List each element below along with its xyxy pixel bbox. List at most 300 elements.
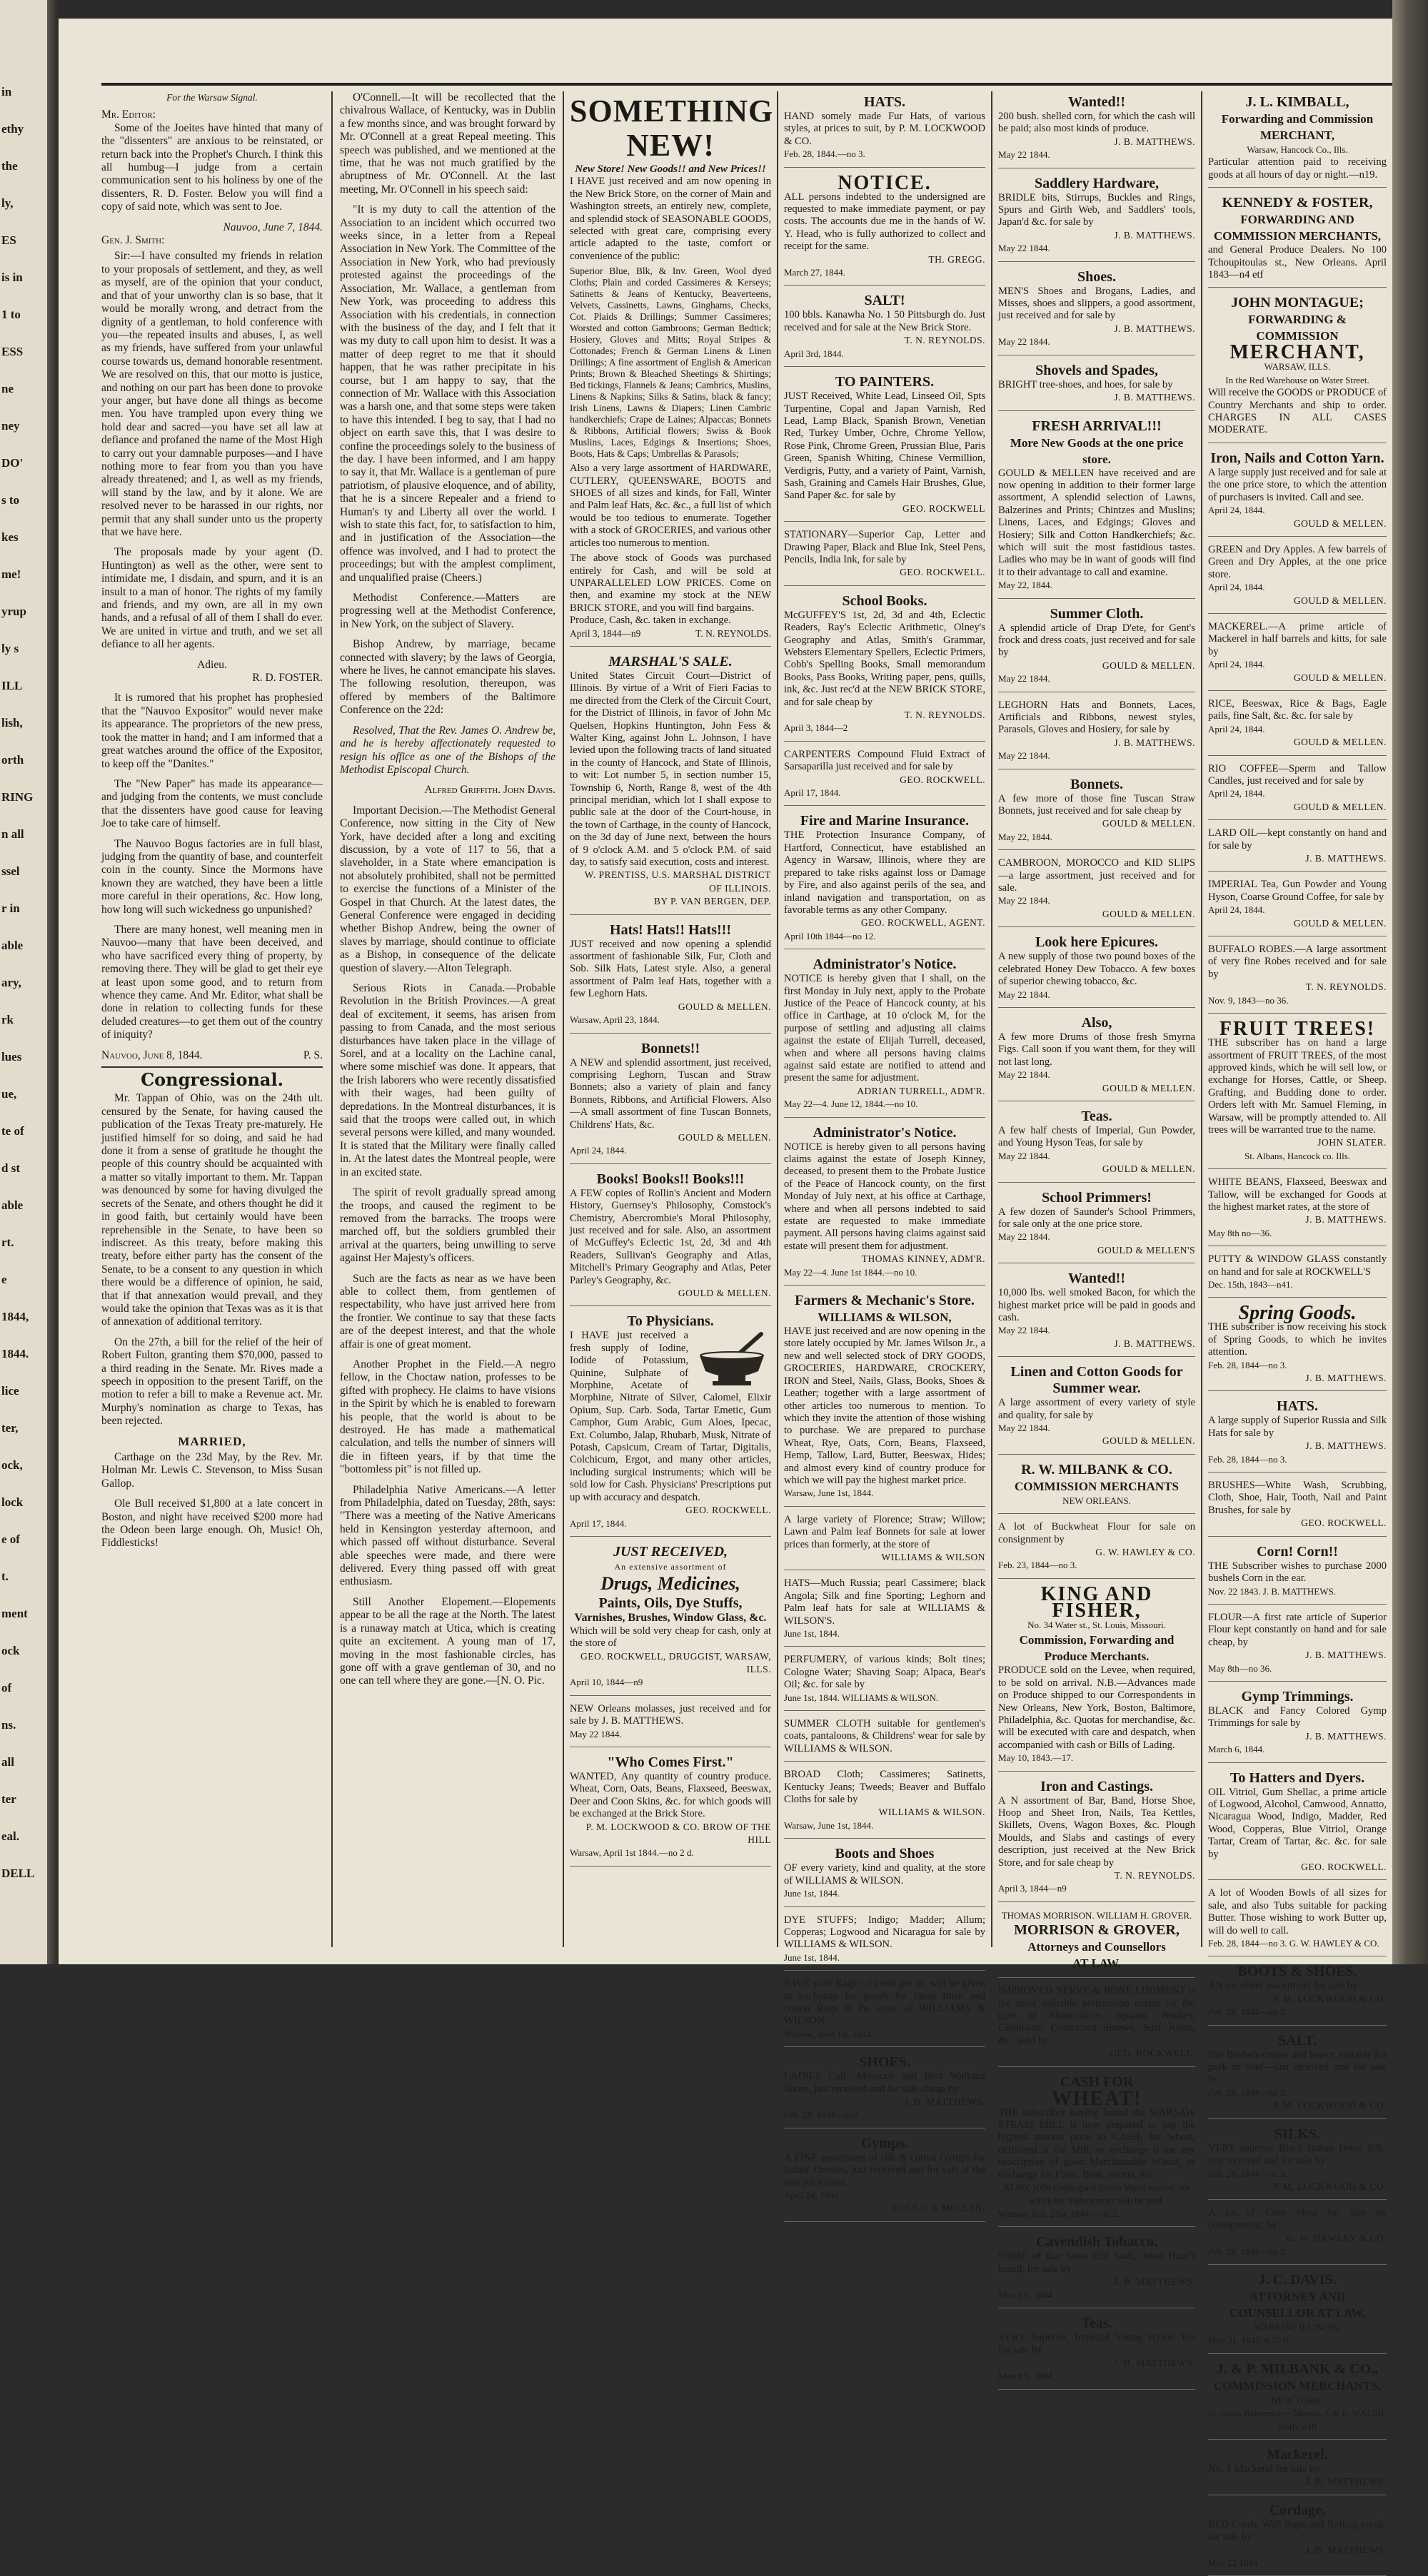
- ad-date: May 22 1844.: [570, 1728, 622, 1739]
- ad-subheading: Commission, Forwarding and Produce Merchants.: [1019, 1633, 1175, 1664]
- ad-date: Feb. 28, 1844—no 3.: [1208, 2006, 1287, 2018]
- ad-date: April 10, 1844—n9: [570, 1677, 643, 1688]
- advertisement-tea: [1208, 876, 1387, 936]
- ad-signature: J. B. MATTHEWS.: [1114, 2357, 1195, 2368]
- ad-date: Warsaw, June 1st, 1844.: [784, 1487, 874, 1499]
- margin-fragment: ly,: [1, 196, 14, 210]
- ad-body: AN excellent assortment for sale by: [1208, 1980, 1358, 1992]
- advertisement-buck: [998, 1518, 1195, 1579]
- ad-body: ALL persons indebted to the undersigned are requested to make immediate payment, or pay costs. The accounts due me in the hands of W. Y. Head, who is fully authorized to collect and receipt for the same.: [784, 191, 985, 253]
- resolution: Resolved, That the Rev. James O. Andrew be, and he is hereby affectionately requested to resign his office as one of the Bishops of the Methodist Episcopal Church.: [340, 724, 555, 776]
- ad-signature: GOULD & MELLEN.: [1102, 1163, 1195, 1175]
- advertisement-jr: [1208, 2358, 1387, 2440]
- ad-heading: MORRISON & GROVER,: [1014, 1922, 1180, 1939]
- ad-body: A large supply of Superior Russia and Silk Hats for sale by: [1208, 1415, 1387, 1439]
- margin-fragment: DO': [1, 456, 24, 470]
- top-rule: [101, 83, 1401, 86]
- ad-subheading: WHEAT!: [1051, 2087, 1142, 2110]
- ad-heading: To Physicians.: [627, 1313, 714, 1330]
- ad-heading: Linen and Cotton Goods for Summer wear.: [1010, 1364, 1183, 1397]
- ad-body: GOULD & MELLEN have received and are now opening in addition to their former large assortment, A splendid selection of Lawns, Balzerines and Prints; Chintzes and Muslins; Linens, Laces, and Edgings; Gloves and Hosiery; Silk and Cotton Handkerchiefs; &c. which will suit the most fastidious tastes. Ladies who may be in want of goods will find it to their advantage to call and examine.: [998, 467, 1195, 578]
- ad-signature: J. B. MATTHEWS.: [1305, 1650, 1387, 1661]
- advertisement-mack2: [1208, 2444, 1387, 2495]
- advertisement-boots: [784, 1843, 985, 1906]
- ad-signature: GEO. ROCKWELL.: [1301, 1517, 1387, 1529]
- ad-date: April 24, 1844.: [1208, 505, 1265, 516]
- ad-body: LARD OIL—kept constantly on hand and for sale by: [1208, 827, 1387, 852]
- ad-date: Feb. 28, 1844—no 3. G. W. HAWLEY & CO.: [1208, 1938, 1379, 1949]
- ad-heading: School Primmers!: [1042, 1189, 1152, 1206]
- ad-signature: J. B. MATTHEWS.: [1114, 1338, 1195, 1349]
- ad-date: May 22—4. June 1st 1844.—no 10.: [784, 1266, 917, 1278]
- ad-body: 10,000 lbs. well smoked Bacon, for which the highest market price will be paid in goods and cash.: [998, 1287, 1195, 1323]
- ad-body: SOME of that same Old Staff, Jesse Hunt's brand, for sale by: [998, 2251, 1195, 2275]
- ad-date: Warsaw, April 1st 1844.—no 2 d.: [570, 1847, 694, 1859]
- ad-heading: J. L. KIMBALL,: [1245, 94, 1349, 110]
- advertisement-fruit: [1208, 1018, 1387, 1169]
- ad-heading: Summer Cloth.: [1050, 605, 1144, 622]
- ad-body: United States Circuit Court—District of Illinois. By virtue of a Writ of Fieri Facias to me directed from the Clerk of the Circuit Court, for the District of Illinois, in favor of John Mc Quelsen, Hopkins Huntington, John Fess & Walter King, against John L. Johnson, I have levied upon the following tracts of land situated in the county of Hancock, and State of Illinois, to wit: Lot number 5, in section number 15, Township 6, North, Range 8, west of the 4th principal meridian, which lot I shall expose to public sale at the door of the Court-house, in the town of Carthage, in the county of Hancock, on the 3d day of June next, between the hours of 9 o'clock A.M. and 5 o'clock P.M. of said day, to satisfy said execution, costs and interest.: [570, 670, 771, 869]
- ad-address: WARSAW, ILLS.: [1264, 361, 1331, 373]
- ad-signature: WILLIAMS & WILSON.: [878, 1807, 985, 1818]
- ad-heading: Administrator's Notice.: [813, 1124, 957, 1141]
- advertisement-who-comes-first: [570, 1752, 771, 1867]
- margin-fragment: in: [1, 85, 12, 99]
- ad-date: April 24, 1844.: [784, 2190, 841, 2201]
- ad-signature: P. M. LOCKWOOD & CO.: [1272, 1993, 1387, 2004]
- ad-body: DYE STUFFS; Indigo; Madder; Allum; Copperas; Logwood and Nicaragua for sale by WILLIAMS & WILSON.: [784, 1914, 985, 1951]
- ad-heading: SILKS.: [1274, 2126, 1320, 2142]
- ad-date: Feb. 28, 1844.—no 3.: [784, 148, 865, 160]
- ad-signature: J. B. MATTHEWS.: [1114, 392, 1195, 403]
- ad-subheading: COMMISSION MERCHANTS,: [1213, 2378, 1382, 2393]
- margin-fragment: ment: [1, 1607, 28, 1620]
- ad-body: I HAVE just received and am now opening in the New Brick Store, on the corner of Main and Washington streets, an entirely new, complete, and splendid stock of SEASONABLE GOODS, selected with great care, comprising every article adapted to the taste, comfort or convenience of the public:: [570, 176, 771, 262]
- ad-body: PRODUCE sold on the Levee, when required, to be sold on arrival. N.B.—Advances made on Produce shipped to our Correspondents in New Orleans, New York, Boston, Baltimore, Philadelphia, &c. Quotas for merchandise, &c. will be executed with care and despatch, when accompanied with cash or Bills of Lading.: [998, 1665, 1195, 1751]
- margin-fragment: ock,: [1, 1458, 23, 1472]
- margin-fragment: DELL: [1, 1867, 35, 1880]
- article-paragraph: Bishop Andrew, by marriage, became connected with slavery; by the laws of Georgia, where he lives, he cannot emancipate his slaves. The following resolution, thereupon, was offered by members of the Baltimore Conference on the 22d:: [340, 638, 555, 717]
- advertisement-camb: [998, 854, 1195, 927]
- ad-signature: GEO. ROCKWELL, AGENT.: [860, 917, 985, 929]
- advertisement-jm: [1208, 292, 1387, 443]
- advertisement-sumcloth: [784, 1715, 985, 1762]
- advertisement-fire: [784, 810, 985, 949]
- ad-body: IMPERIAL Tea, Gun Powder and Young Hyson, Coarse Ground Coffee, for sale by: [1208, 879, 1387, 903]
- advertisement-nerve: [998, 1982, 1195, 2066]
- margin-fragment: able: [1, 939, 24, 952]
- ad-signature: J. B. MATTHEWS.: [1305, 1730, 1387, 1742]
- ad-body: PUTTY & WINDOW GLASS constantly on hand and for sale at ROCKWELL'S: [1208, 1253, 1387, 1278]
- column-divider: [331, 91, 333, 1947]
- article-paragraph: It is rumored that his prophet has prophesied that the "Nauvoo Expositor" would never make its appearance. The proprietors of the new press, took the matter in hand; and I am informed that a great watches around the office of the Expositor, to keep off the "Danites.": [101, 692, 323, 770]
- margin-fragment: orth: [1, 753, 24, 767]
- ad-heading: SALT.: [1278, 2032, 1317, 2049]
- ad-heading: J. C. DAVIS.: [1258, 2271, 1337, 2288]
- margin-fragment: is in: [1, 271, 23, 284]
- margin-fragment: the: [1, 159, 18, 173]
- ad-subheading: FORWARDING & COMMISSION: [1248, 313, 1347, 343]
- ad-heading: HATS.: [1277, 1398, 1318, 1415]
- ad-heading: MARSHAL'S SALE.: [608, 653, 733, 670]
- ad-heading: Corn! Corn!!: [1257, 1543, 1338, 1560]
- advertisement-molasses: [570, 1700, 771, 1747]
- advertisement-mg: [998, 1906, 1195, 1978]
- section-heading-married: MARRIED,: [178, 1434, 246, 1448]
- margin-fragment: 1844,: [1, 1310, 29, 1323]
- ad-date: Feb. 28, 1844—no 3.: [1208, 1359, 1287, 1370]
- margin-fragment: yrup: [1, 605, 26, 618]
- book-spine: [1392, 0, 1428, 1964]
- ad-date: April 24, 1844.: [1208, 788, 1265, 799]
- ad-body: A few more of those fine Tuscan Straw Bonnets, just received and for sale cheap by: [998, 792, 1195, 817]
- ad-subheading: An extensive assortment of: [614, 1561, 727, 1572]
- ad-body: and General Produce Dealers. No 100 Tchoupitoulas st., New Orleans. April 1843—n4 etf: [1208, 244, 1387, 281]
- ad-subheading: Forwarding and Commission MERCHANT,: [1221, 112, 1374, 142]
- ad-heading: JOHN MONTAGUE;: [1231, 295, 1364, 311]
- ad-date: Feb. 28, 1844—no 3.: [1208, 2086, 1287, 2098]
- ad-signature: J. B. MATTHEWS.: [1305, 1214, 1387, 1226]
- ad-date: May 22 1844.: [998, 1069, 1050, 1081]
- ad-signature: GOULD & MELLEN.: [1102, 818, 1195, 829]
- advertisement-shoes: [998, 266, 1195, 355]
- ad-subheading: MERCHANT,: [1230, 341, 1365, 364]
- margin-fragment: d st: [1, 1161, 20, 1175]
- advertisement-shov: [998, 360, 1195, 411]
- ad-body: CARPENTERS Compound Fluid Extract of Sarsaparilla just received and for sale by: [784, 748, 985, 773]
- margin-fragment: ne: [1, 382, 14, 395]
- addressee: Gen. J. Smith:: [101, 234, 165, 247]
- ad-heading: BOOTS & SHOES.: [1237, 1964, 1357, 1980]
- column-2: [340, 91, 555, 1947]
- ad-heading: KING AND FISHER,: [1040, 1582, 1153, 1622]
- ad-heading: Wanted!!: [1068, 94, 1125, 110]
- ad-body: JUST Received, White Lead, Linseed Oil, Spts Turpentine, Copal and Japan Varnish, Red Lead, Lamp Black, Spanish Brown, Venetian Red, Turkey Umber, Ochre, Chrome Yellow, Rose Pink, Chrome Green, Prussian Blue, Paris Green, Spanish Whiting, Chinese Vermillion, Verdigris, Putty, and a variety of Paint, Varnish, Sash, Graining and Camels Hair Brushes, Glue, Sand Paper &c. for sale by: [784, 390, 985, 502]
- advertisement-cloth: [998, 603, 1195, 692]
- ad-body: SAVE your Rags—3 cents per lb. will be given in exchange for goods for clean linen and cotton Rags at the store of WILLIAMS & WILSON.: [784, 1978, 985, 2027]
- advertisement-tea: [998, 1106, 1195, 1183]
- advertisement-epic: [998, 931, 1195, 1008]
- ad-subheading: More New Goods at the one price store.: [1010, 435, 1184, 466]
- ad-date: Warsaw, April 23, 1844.: [570, 1014, 660, 1026]
- ad-date: March 6, 1844.: [1208, 1744, 1265, 1755]
- ad-subheading: COMMISSION MERCHANTS: [1015, 1479, 1179, 1493]
- margin-fragment: e of: [1, 1532, 20, 1546]
- newspaper-page: [59, 19, 1392, 2568]
- ad-body: VERY superior Black Italian Dress Silk, just received and for sale by: [1208, 2142, 1387, 2167]
- ad-body: BROAD Cloth; Cassimeres; Satinetts, Kentucky Jeans; Tweeds; Beaver and Buffalo Cloths for sale by: [784, 1769, 985, 1806]
- ad-body: 200 bush. shelled corn, for which the cash will be paid; also most kinds of produce.: [998, 111, 1195, 135]
- ad-signature: J. B. MATTHEWS.: [1305, 1440, 1387, 1452]
- advertisement-linen: [998, 1361, 1195, 1455]
- ad-date: March 27, 1844.: [784, 267, 845, 278]
- ad-display-line: Varnishes, Brushes, Window Glass, &c.: [574, 1612, 767, 1625]
- ad-body: A large assortment of every variety of style and quality, for sale by: [998, 1397, 1195, 1421]
- ad-signature: GOULD & MELLEN.: [1102, 908, 1195, 919]
- margin-fragment: ESS: [1, 345, 24, 358]
- signature: R. D. FOSTER.: [252, 672, 323, 685]
- ad-body: BED Cords, Well Rope and Rafting cords, for sale by: [1208, 2518, 1387, 2543]
- ad-date: May 22 1844.: [998, 750, 1050, 762]
- ad-heading: Also,: [1081, 1014, 1112, 1031]
- ad-address: WARSAW, ILLINOIS.: [1254, 2321, 1341, 2333]
- margin-fragment: all: [1, 1755, 14, 1769]
- ad-body: BRIGHT tree-shoes, and hoes, for sale by: [998, 378, 1173, 390]
- advertisement-wanted: [998, 91, 1195, 168]
- ad-body: BUFFALO ROBES.—A large assortment of very fine Robes received and for sale by: [1208, 944, 1387, 980]
- advertisement-bon: [998, 774, 1195, 851]
- margin-fragment: 1 to: [1, 308, 21, 321]
- advertisement-rags: [784, 1975, 985, 2047]
- ad-body: PERFUMERY, of various kinds; Bolt tines; Cologne Water; Shaving Soap; Alpaca, Bear's Oil; &c. for sale by: [784, 1654, 985, 1691]
- ad-date: Warsaw, Feb. 21st, 1844.—no 2.: [998, 2208, 1120, 2219]
- article-paragraph: Serious Riots in Canada.—Probable Revolution in the British Provinces.—A great deal of excitement, it seems, has arisen from passing to from Canada, and the most serious disturbances have taken place in the village of Sorel, and at a locality on the Lachine canal, where some mischief was done. It appears, that the Irish laborers who were recently dissatisfied with their wages, had been guilty of depredations. In the Montreal disturbances, it is said that the troops were called out, in which several persons were killed, and many wounded. It is stated that the Military were finally called in. At the latest dates the Montreal people, were in an excited state.: [340, 982, 555, 1178]
- ad-signature: W. PRENTISS, U.S. MARSHAL DISTRICT OF ILLINOIS.: [584, 869, 771, 894]
- advertisement-hats: [570, 919, 771, 1034]
- ad-heading: Bonnets!!: [640, 1040, 700, 1056]
- adjacent-page-strip: [0, 0, 47, 1964]
- ad-heading: Gymps.: [860, 2135, 909, 2151]
- advertisement-beans: [1208, 1173, 1387, 1246]
- ad-heading: Teas.: [1081, 2315, 1112, 2331]
- ad-signature: JOHN SLATER.: [1317, 1137, 1387, 1148]
- advertisement-fresh: [998, 415, 1195, 599]
- ad-body: A few half chests of Imperial, Gun Powder, and Young Hyson Teas, for sale by: [998, 1124, 1195, 1149]
- ad-signature: GOULD & MELLEN.: [1293, 517, 1387, 529]
- ad-date: May 22, 1844.: [998, 831, 1052, 842]
- ad-display-line: Drugs, Medicines,: [600, 1573, 740, 1595]
- advertisement-admin2: [784, 1122, 985, 1286]
- advertisement-flour: [1208, 1609, 1387, 1682]
- ad-heading: NOTICE.: [838, 171, 932, 194]
- letter-header: For the Warsaw Signal.: [166, 92, 258, 103]
- advertisement-rw: [998, 1459, 1195, 1514]
- margin-fragment: kes: [1, 530, 19, 544]
- advertisement-green: [1208, 541, 1387, 614]
- ad-body: Particular attention paid to receiving goods at all hours of day or night.—n19.: [1208, 156, 1387, 181]
- ad-date: March 6, 1844.: [998, 2370, 1055, 2382]
- ad-address: ALSO, 1000 Cords good Steam Wood wanted, for which the highest price will be paid.: [1003, 2182, 1190, 2206]
- advertisement-shoes: [784, 2051, 985, 2128]
- margin-fragment: lish,: [1, 716, 23, 729]
- ad-date: May 10, 1843.—17.: [998, 1752, 1074, 1764]
- margin-fragment: lock: [1, 1495, 24, 1509]
- ad-signature: J. B. MATTHEWS.: [1114, 229, 1195, 241]
- ad-signature: P. M. LOCKWOOD & CO.: [1272, 2100, 1387, 2111]
- ad-body: A splendid article of Drap D'ete, for Gent's frock and dress coats, just received and for sale by: [998, 622, 1195, 659]
- ad-signature: GOULD & MELLEN.: [1102, 1435, 1195, 1447]
- ad-body: Also a very large assortment of HARDWARE, CUTLERY, QUEENSWARE, BOOTS and SHOES of all sizes and kinds, for Fall, Winter and Palm leaf Hats, &c. &c., a full list of which would be too tedious to enumerate. Together with a stock of GROCERIES, and various other articles too numerous to mention.: [570, 463, 771, 549]
- advertisement-iron: [1208, 448, 1387, 537]
- ad-body: A NEW and splendid assortment, just received, comprising Leghorn, Tuscan and Straw Bonnets; also a variety of plain and fancy Bonnets, Ribbons, and Artificial Flowers. Also—A small assortment of fine Tuscan Bonnets, Childrens' Hats, &c.: [570, 1056, 771, 1131]
- ad-heading: Administrator's Notice.: [813, 956, 957, 973]
- ad-heading: "Who Comes First.": [607, 1754, 734, 1770]
- ad-date: Feb. 28, 1844—no 3.: [1208, 2246, 1287, 2257]
- ad-date: June 1st, 1844.: [784, 1951, 840, 1963]
- advertisement-spring: [1208, 1302, 1387, 1391]
- ad-date: May 22 1844.: [998, 243, 1050, 254]
- advertisement-leg: [998, 697, 1195, 769]
- column-divider: [777, 91, 778, 1947]
- advertisement-bonnets: [570, 1038, 771, 1164]
- ad-heading: J. & P. MILBANK & CO.,: [1216, 2360, 1379, 2377]
- article-paragraph: Another Prophet in the Field.—A negro fellow, in the Choctaw nation, professes to be gifted with prophecy. He claims to have visions in the Spirit by which he is enabled to forewarn his people, that the world is about to be destroyed. He has made a mathematical calculation, and tells the number of sinners will die in fifteen years, if by that time the "bottomless pit" is not filled up.: [340, 1358, 555, 1476]
- ad-signature: G. W. HAWLEY & CO.: [1095, 1547, 1195, 1558]
- advertisement-kf: [998, 1583, 1195, 1772]
- signature: P. S.: [303, 1049, 323, 1061]
- advertisement-new-brick-store: [570, 91, 774, 647]
- ad-address: NEW YORK.: [1271, 2394, 1324, 2405]
- ad-date: Feb. 28, 1844—no 3.: [1208, 2168, 1287, 2179]
- ad-body: A new supply of those two pound boxes of the celebrated Honey Dew Tobacco. A few boxes of superior chewing tobacco, &c.: [998, 951, 1195, 988]
- ad-heading: SHOES.: [859, 2054, 910, 2071]
- ad-date: May 8th—no 36.: [1208, 1662, 1272, 1674]
- margin-fragment: lice: [1, 1384, 19, 1398]
- advertisement-also: [998, 1012, 1195, 1101]
- advertisement-hats2: [784, 1575, 985, 1647]
- ad-subheading: ATTORNEY AND COUNSELLOR AT LAW,: [1229, 2289, 1366, 2320]
- advertisement-hat: [1208, 1767, 1387, 1881]
- ad-heading: Books! Books!! Books!!!: [596, 1171, 745, 1187]
- margin-fragment: rk: [1, 1013, 14, 1026]
- ad-heading: Look here Epicures.: [1035, 934, 1159, 951]
- ad-signature: G. W. HAWLEY & CO.: [1287, 2233, 1387, 2244]
- column-6: [1208, 91, 1387, 2568]
- advertisement-gymp: [1208, 1686, 1387, 1763]
- ad-body: No. 1 Mackerel for sale by: [1208, 2463, 1320, 2475]
- ad-body: THE Subscriber wishes to purchase 2000 bushels Corn in the ear.: [1208, 1560, 1387, 1585]
- article-paragraph: Methodist Conference.—Matters are progressing well at the Methodist Conference, in New York, on the subject of Slavery.: [340, 592, 555, 630]
- ad-heading: Boots and Shoes: [835, 1846, 935, 1862]
- ad-signature: J. B. MATTHEWS.: [1305, 2476, 1387, 2487]
- margin-fragment: ILL: [1, 679, 23, 692]
- column-4: [784, 91, 985, 2214]
- ad-body: A few dozen of Saunder's School Primmers, for sale only at the one price store.: [998, 1206, 1195, 1230]
- ad-body: BRUSHES—White Wash, Scrubbing, Cloth, Shoe, Hair, Tooth, Nail and Paint Brushes, for sale by: [1208, 1480, 1387, 1516]
- ad-heading: Iron and Castings.: [1040, 1778, 1154, 1794]
- advertisement-salt: [1208, 2030, 1387, 2119]
- ad-date: May 22 1844.: [998, 336, 1050, 348]
- advertisement-rice: [1208, 695, 1387, 756]
- ad-date: May 22—4. June 12, 1844.—no 10.: [784, 1098, 918, 1110]
- ad-signature: BY P. VAN BERGEN, DEP.: [653, 896, 771, 907]
- ad-body: BLACK and Fancy Colored Gymp Trimmings for sale by: [1208, 1704, 1387, 1729]
- ad-signature: GEO. ROCKWELL.: [1110, 2048, 1195, 2059]
- margin-fragment: me!: [1, 567, 21, 581]
- advertisement-drugs: [570, 1541, 771, 1696]
- ad-body: A lot of Buckwheat Flour for sale on consignment by: [998, 1521, 1195, 1545]
- ad-body: Which will be sold very cheap for cash, only at the store of: [570, 1625, 771, 1650]
- advertisement-cav: [998, 2231, 1195, 2308]
- ad-date: Feb. 28, 1844—no3.: [784, 2109, 861, 2121]
- advertisement-silk: [1208, 2123, 1387, 2201]
- ad-signature: GOULD & MELLEN'S: [1097, 1244, 1195, 1256]
- ad-date: Warsaw, June 1st, 1844.: [784, 2028, 874, 2039]
- ad-date: May 22 1844.: [998, 1325, 1050, 1336]
- ad-date: May 22, 1844.: [998, 580, 1052, 591]
- ad-body: MEN'S Shoes and Brogans, Ladies, and Misses, shoes and slippers, a good assortment, just received and for sale by: [998, 285, 1195, 322]
- ad-body: A FINE assortment of silk & cotton Gymps for ladies' Dresses, just received and for sale at the one price store.: [784, 2151, 985, 2188]
- margin-fragment: ue,: [1, 1087, 17, 1101]
- ad-signature: GOULD & MELLEN.: [678, 1288, 771, 1298]
- ad-display-line: Paints, Oils, Dye Stuffs,: [598, 1595, 743, 1612]
- advertisement-paint: [784, 371, 985, 522]
- signature: Alfred Griffith. John Davis.: [424, 784, 555, 797]
- ad-body: The above stock of Goods was purchased entirely for Cash, and will be sold at UNPARALLELED LOW PRICES. Come on then, and examine my stock at the NEW BRICK STORE, and you will find bargains.: [570, 552, 771, 614]
- ad-signature: P. M. LOCKWOOD & CO. BROW OF THE HILL: [585, 1821, 771, 1845]
- ad-signature: J. B. MATTHEWS.: [1114, 136, 1195, 147]
- ad-body: OF every variety, kind and quality, at the store of WILLIAMS & WILSON.: [784, 1862, 985, 1886]
- ad-body: WANTED, Any quantity of country produce. Wheat, Corn, Oats, Beans, Flaxseed, Beeswax, Deer and Coon Skins, &c. for which goods will be exchanged at the Brick Store.: [570, 1770, 771, 1820]
- ad-signature: TH. GREGG.: [928, 253, 985, 265]
- ad-body: HAND somely made Fur Hats, of various styles, at prices to suit, by P. M. LOCKWOOD & CO.: [784, 111, 985, 147]
- margin-fragment: rt.: [1, 1236, 14, 1249]
- ad-date: May 22 1844.: [998, 149, 1050, 161]
- dateline: Nauvoo, June 7, 1844.: [223, 221, 323, 233]
- ad-body: A lot of Wooden Bowls of all sizes for sale, and also Tubs suitable for packing Butter. Those wishing to work Butter up, will do well to call.: [1208, 1887, 1387, 1936]
- ad-heading: Farmers & Mechanic's Store.: [795, 1293, 975, 1309]
- advertisement-school: [784, 590, 985, 742]
- margin-fragment: ney: [1, 419, 20, 433]
- ad-heading: R. W. MILBANK & CO.: [1021, 1461, 1172, 1478]
- ad-date: Feb. 23, 1844—no 3.: [998, 1560, 1077, 1571]
- advertisement-gymp: [784, 2133, 985, 2222]
- advertisement-hats: [784, 91, 985, 168]
- article-paragraph: Still Another Elopement.—Elopements appear to be all the rage at the North. The latest is a runaway match at Utica, which is creating quite an excitement. A young man of 17, moving in the most fashionable circles, has gone off with a grave gentleman of 30, and no one can tell where they are gone.—[N. O. Pic.: [340, 1595, 555, 1687]
- margin-fragment: eal.: [1, 1829, 20, 1843]
- advertisement-teas2: [998, 2313, 1195, 2390]
- ad-signature: J. B. MATTHEWS.: [904, 2096, 985, 2107]
- mortar-and-pestle-icon: [693, 1331, 771, 1388]
- margin-fragment: RING: [1, 790, 34, 804]
- ad-body: THE subscriber is now receiving his stock of Spring Goods, to which he invites attention.: [1208, 1321, 1387, 1358]
- article-paragraph: Ole Bull received $1,800 at a late concert in Boston, and night have received $200 more had the Odeon been large enough. Oh, Music! Oh, Fiddlesticks!: [101, 1497, 323, 1550]
- ad-signature: THOMAS KINNEY, ADM'R.: [861, 1253, 985, 1265]
- ad-body: CAMBROON, MOROCCO and KID SLIPS—a large assortment, just received and for sale.: [998, 857, 1195, 894]
- ad-body: VERY Superior, Imperial Young Hyson Tea for sale by: [998, 2331, 1195, 2356]
- ad-date: June 1st, 1844.: [784, 1888, 840, 1899]
- ad-heading: CASH FOR: [1060, 2074, 1134, 2090]
- advertisement-broad: [784, 1766, 985, 1839]
- ad-date: March 6, 1844.: [998, 2289, 1055, 2300]
- ad-date: April 3, 1844—n9: [570, 627, 641, 639]
- ad-date: April 3rd, 1844.: [784, 348, 844, 359]
- ad-signature: GOULD & MELLEN.: [1102, 1082, 1195, 1093]
- ad-address: THOMAS MORRISON. WILLIAM H. GROVER.: [1001, 1909, 1192, 1921]
- ad-date: April 17, 1844.: [570, 1517, 627, 1529]
- ad-body: I HAVE just received a fresh supply of Iodine, Iodide of Potassium, Quinine, Sulphate of Morphine, Acetate of Morphine, Nitrate of Silver, Calomel, Elixir Opium, Sup. Carb. Soda, Tartar Emetic, Gum Camphor, Gum Arabic, Gum Aloes, Ipecac, Ext. Columbo, Jalap, Rhubarb, Musk, Nitrate of Potash, Capsicum, Cream of Tartar, Digitalis, Colchicum, Ergot, and many other articles, including surgical instruments; which will be sold low for Cash. Physicians' Prescriptions put up with accuracy and despatch.: [570, 1330, 771, 1503]
- ad-heading: Cordage,: [1269, 2502, 1326, 2518]
- margin-fragment: s to: [1, 493, 20, 507]
- ad-body: THE subscriber having leased the WARSAW STEAM MILL is now prepared to pay the highest market price in CASH, for wheat, delivered at the Mill, or exchange it for any description of good Merchantable Wheat, or exchange for Flour, Bran, Shorts, &c.: [998, 2106, 1195, 2181]
- ad-signature: GEO. ROCKWELL.: [900, 567, 985, 578]
- ad-heading: Teas.: [1081, 1108, 1112, 1124]
- advertisement-hats: [1208, 1395, 1387, 1473]
- margin-fragment: n all: [1, 827, 24, 841]
- ad-body: A large supply just received and for sale at the one price store, to which the attention of purchasers is invited. Call and see.: [1208, 466, 1387, 503]
- advertisement-carp: [784, 746, 985, 807]
- advertisement-boots: [1208, 1961, 1387, 2025]
- ad-signature: GOULD & MELLEN.: [678, 1001, 771, 1012]
- ad-subheading: AT LAW.: [1072, 1956, 1121, 1971]
- ad-date: Nov. 9, 1843—no 36.: [1208, 994, 1289, 1006]
- ad-date: Warsaw, June 1st, 1844.: [784, 1819, 874, 1831]
- ad-signature: GEO. ROCKWELL.: [900, 774, 985, 785]
- ad-signature: J. B. MATTHEWS.: [1305, 853, 1387, 864]
- ad-date: Feb. 28, 1844—no 3.: [1208, 1453, 1287, 1465]
- margin-fragment: ter,: [1, 1421, 19, 1435]
- ad-signature: T. N. REYNOLDS.: [904, 709, 985, 721]
